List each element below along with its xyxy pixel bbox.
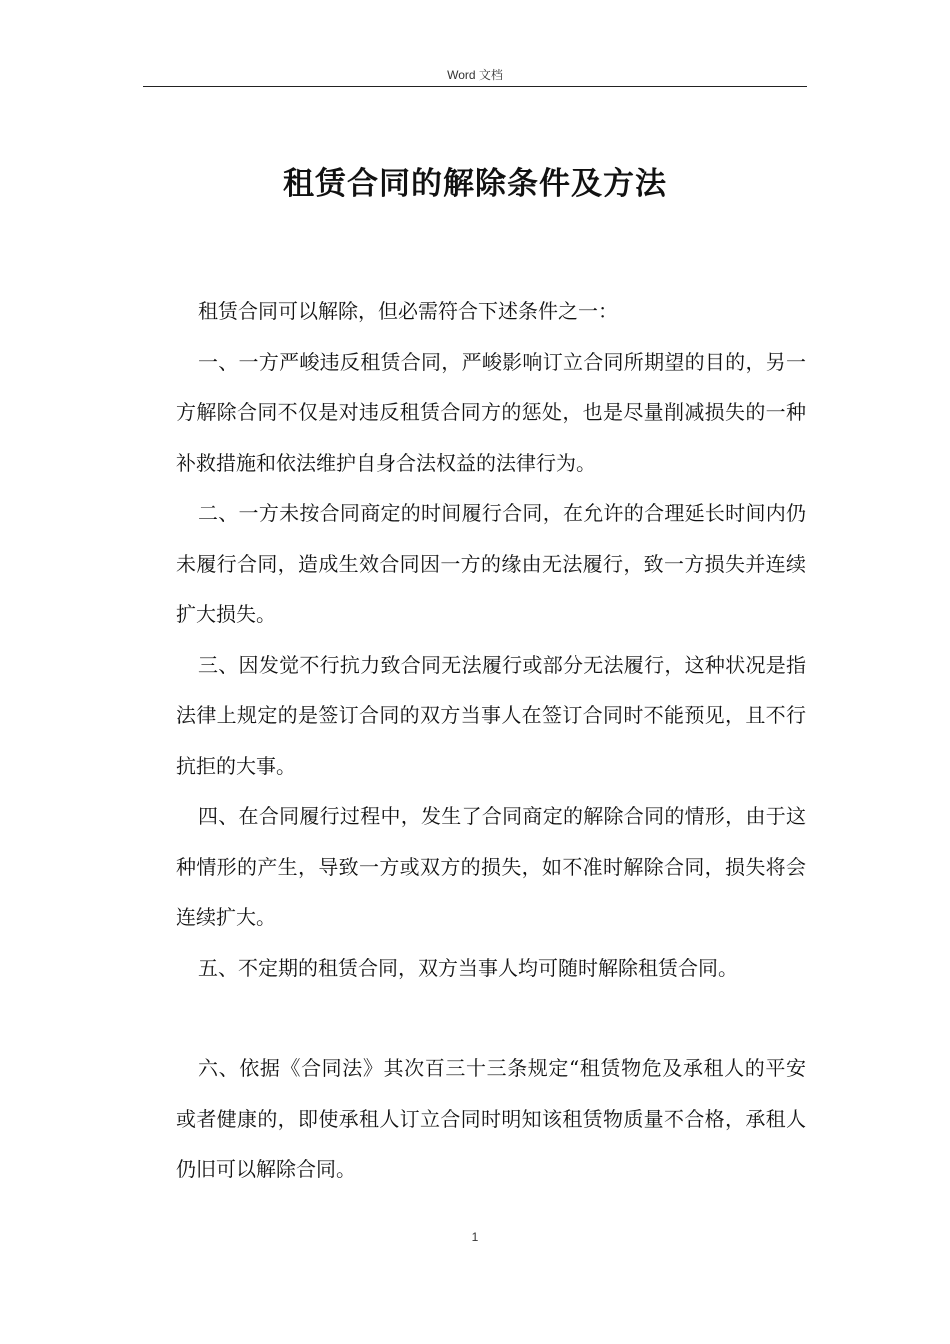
page-header-text: Word 文档 [447,68,503,82]
paragraph-condition-1: 一、一方严峻违反租赁合同，严峻影响订立合同所期望的目的，另一方解除合同不仅是对违反租赁合同方的惩处，也是尽量削减损失的一种补救措施和依法维护自身合法权益的法律行为。 [176,349,806,475]
document-body [176,286,806,1195]
paragraph-condition-4: 四、在合同履行过程中，发生了合同商定的解除合同的情形，由于这种情形的产生，导致一方或双方的损失，如不准时解除合同，损失将会连续扩大。 [176,804,806,929]
paragraph-condition-3: 三、因发觉不行抗力致合同无法履行或部分无法履行，这种状况是指法律上规定的是签订合同的双方当事人在签订合同时不能预见，且不行抗拒的大事。 [176,652,806,778]
paragraph-intro: 租赁合同可以解除，但必需符合下述条件之一： [198,299,618,323]
paragraph-condition-2: 二、一方未按合同商定的时间履行合同，在允许的合理延长时间内仍未履行合同，造成生效合同因一方的缘由无法履行，致一方损失并连续扩大损失。 [176,501,806,626]
paragraph-condition-5: 五、不定期的租赁合同，双方当事人均可随时解除租赁合同。 [198,955,738,980]
paragraph-condition-6: 六、依据《合同法》其次百三十三条规定“租赁物危及承租人的平安或者健康的，即使承租人订立合同时明知该租赁物质量不合格，承租人仍旧可以解除合同。 [176,1056,806,1181]
document-title: 租赁合同的解除条件及方法 [283,166,667,202]
page-number: 1 [471,1230,479,1244]
header-divider [143,86,807,87]
